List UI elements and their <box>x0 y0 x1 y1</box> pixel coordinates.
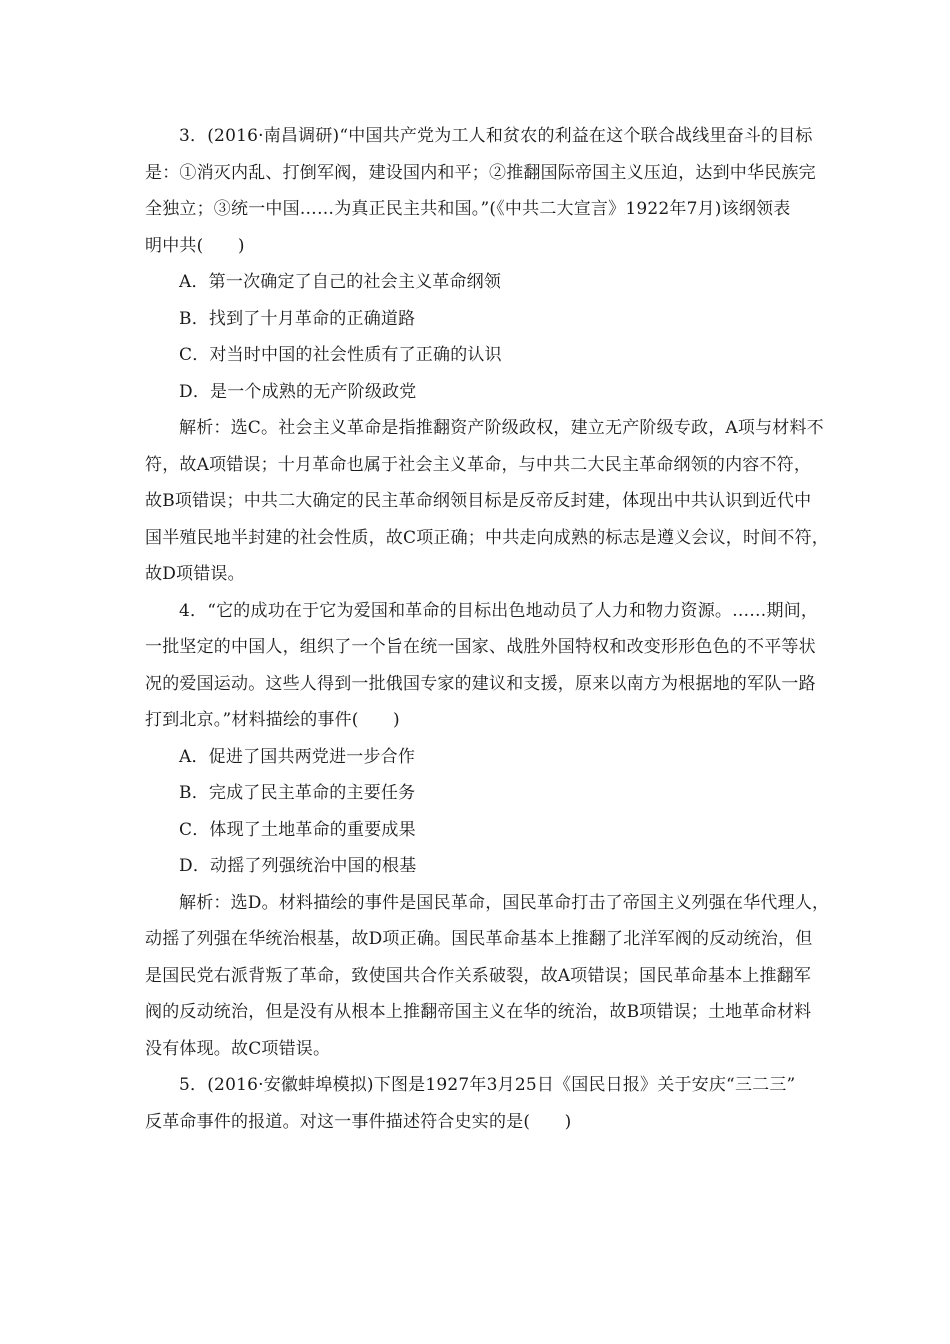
analysis-line: 没有体现。故C项错误。 <box>145 1038 331 1059</box>
question-stem-line: 况的爱国运动。这些人得到一批俄国专家的建议和支援，原来以南方为根据地的军队一路 <box>145 673 816 694</box>
question-stem-line: 打到北京。”材料描绘的事件( ) <box>145 710 400 730</box>
option-a: A．第一次确定了自己的社会主义革命纲领 <box>179 272 502 292</box>
option-d: D．动摇了列强统治中国的根基 <box>179 856 417 876</box>
question-5 <box>145 1067 817 1140</box>
document-page <box>145 118 830 1140</box>
question-stem-line: 是：①消灭内乱、打倒军阀，建设国内和平；②推翻国际帝国主义压迫，达到中华民族完 <box>145 162 816 183</box>
option-b: B．找到了十月革命的正确道路 <box>179 308 416 329</box>
option-d: D．是一个成熟的无产阶级政党 <box>179 381 417 402</box>
question-stem-line: 4．“它的成功在于它为爱国和革命的目标出色地动员了人力和物力资源。……期间， <box>179 600 819 621</box>
option-b: B．完成了民主革命的主要任务 <box>179 783 416 803</box>
question-stem-line: 一批坚定的中国人，组织了一个旨在统一国家、战胜外国特权和改变形形色色的不平等状 <box>145 637 816 657</box>
question-stem-line: 反革命事件的报道。对这一事件描述符合史实的是( ) <box>145 1111 572 1132</box>
option-a: A．促进了国共两党进一步合作 <box>179 746 416 767</box>
analysis-line: 解析：选C。社会主义革命是指推翻资产阶级政权，建立无产阶级专政，A项与材料不 <box>179 418 824 438</box>
analysis-line: 符，故A项错误；十月革命也属于社会主义革命，与中共二大民主革命纲领的内容不符， <box>145 454 812 475</box>
question-stem-line: 明中共( ) <box>145 235 245 256</box>
question-3 <box>145 118 830 593</box>
analysis-line: 解析：选D。材料描绘的事件是国民革命，国民革命打击了帝国主义列强在华代理人， <box>179 892 830 913</box>
analysis-line: 是国民党右派背叛了革命，致使国共合作关系破裂，故A项错误；国民革命基本上推翻军 <box>145 965 812 986</box>
analysis-line: 阀的反动统治，但是没有从根本上推翻帝国主义在华的统治，故B项错误；土地革命材料 <box>145 1002 812 1022</box>
analysis-line: 故D项错误。 <box>145 564 245 584</box>
question-4 <box>145 593 830 1068</box>
question-stem-line: 全独立；③统一中国……为真正民主共和国。”(《中共二大宣言》1922年7月)该纲领表 <box>145 199 791 219</box>
analysis-line: 动摇了列强在华统治根基，故D项正确。国民革命基本上推翻了北洋军阀的反动统治，但 <box>145 929 813 949</box>
option-c: C．体现了土地革命的重要成果 <box>179 819 416 840</box>
question-stem-line: 5．(2016·安徽蚌埠模拟)下图是1927年3月25日《国民日报》关于安庆“三二三” <box>179 1075 796 1095</box>
analysis-line: 故B项错误；中共二大确定的民主革命纲领目标是反帝反封建，体现出中共认识到近代中 <box>145 491 812 511</box>
question-stem-line: 3．(2016·南昌调研)“中国共产党为工人和贫农的利益在这个联合战线里奋斗的目标 <box>179 126 813 146</box>
option-c: C．对当时中国的社会性质有了正确的认识 <box>179 345 502 365</box>
analysis-line: 国半殖民地半封建的社会性质，故C项正确；中共走向成熟的标志是遵义会议，时间不符， <box>145 527 830 548</box>
